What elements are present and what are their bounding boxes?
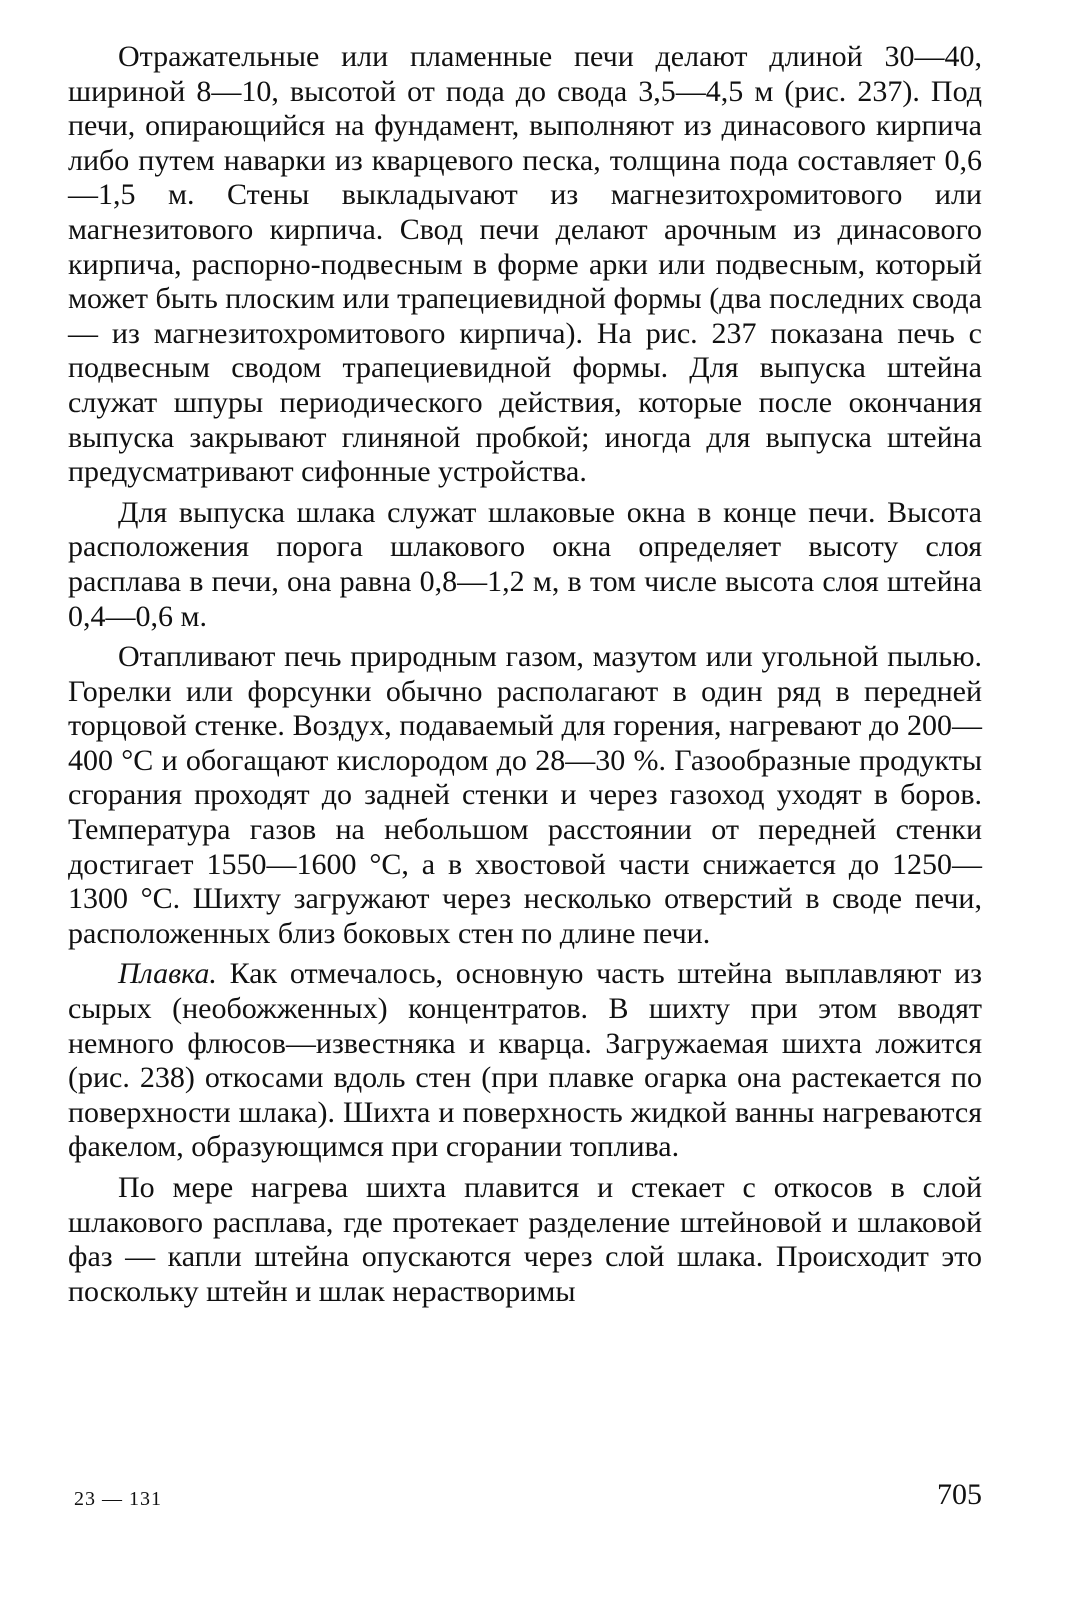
paragraph-slag-release — [68, 496, 982, 634]
paragraph-text: Отражательные или пламенные печи делают длиной 30—40, шириной 8—10, высотой от пода до свода 3,5—4,5 м (рис. 237). Под печи, опирающийся на фундамент, выполняют из динасового кирпича либо путем наварки из кварцевого песка, толщина пода составляет 0,6—1,5 м. Стены выкладыvают из магнезитохромитового или магнезитового кирпича. Свод печи делают арочным из динасового кирпича, распорно-подвесным в форме арки или подвесным, который может быть плоским или трапециевидной формы (два последних свода — из магнезитохромитового кирпича). На рис. 237 показана печь с подвесным сводом трапециевидной формы. Для выпуска штейна служат шпуры периодического действия, которые после окончания выпуска закрывают глиняной пробкой; иногда для выпуска штейна предусматривают сифонные устройства. — [68, 40, 982, 489]
page-footer — [68, 1478, 982, 1518]
paragraph-furnace-design — [68, 40, 982, 490]
paragraph-phase-separation — [68, 1171, 982, 1309]
paragraph-text: Отапливают печь природным газом, мазутом или угольной пылью. Горелки или форсунки обычно располагают в один ряд в передней торцовой стенке. Воздух, подаваемый для горения, нагревают до 200—400 °С и обогащают кислородом до 28—30 %. Газообразные продукты сгорания проходят до задней стенки и через газоход уходят в боров. Температура газов на небольшом расстоянии от передней стенки достигает 1550—1600 °С, а в хвостовой части снижается до 1250—1300 °С. Шихту загружают через несколько отверстий в своде печи, расположенных близ боковых стен по длине печи. — [68, 640, 982, 950]
paragraph-smelting — [68, 957, 982, 1165]
page-number: 705 — [937, 1478, 982, 1511]
page-body — [68, 40, 982, 1315]
paragraph-text: Как отмечалось, основную часть штейна выплавляют из сырых (необожженных) концентратов. В шихту при этом вводят немного флюсов—известняка и кварца. Загружаемая шихта ложится (рис. 238) откосами вдоль стен (при плавке огарка она растекается по поверхности шлака). Шихта и поверхность жидкой ванны нагреваются факелом, образующимся при сгорании топлива. — [68, 957, 982, 1164]
paragraph-lead-smelting: Плавка. — [118, 957, 217, 991]
printer-signature: 23 — 131 — [74, 1488, 162, 1510]
paragraph-text: По мере нагрева шихта плавится и стекает с откосов в слой шлакового расплава, где протекает разделение штейновой и шлаковой фаз — капли штейна опускаются через слой шлака. Происходит это поскольку штейн и шлак нерастворимы — [68, 1171, 982, 1308]
paragraph-text: Для выпуска шлака служат шлаковые окна в конце печи. Высота расположения порога шлакового окна определяет высоту слоя расплава в печи, она равна 0,8—1,2 м, в том числе высота слоя штейна 0,4—0,6 м. — [68, 495, 982, 633]
paragraph-heating — [68, 640, 982, 951]
